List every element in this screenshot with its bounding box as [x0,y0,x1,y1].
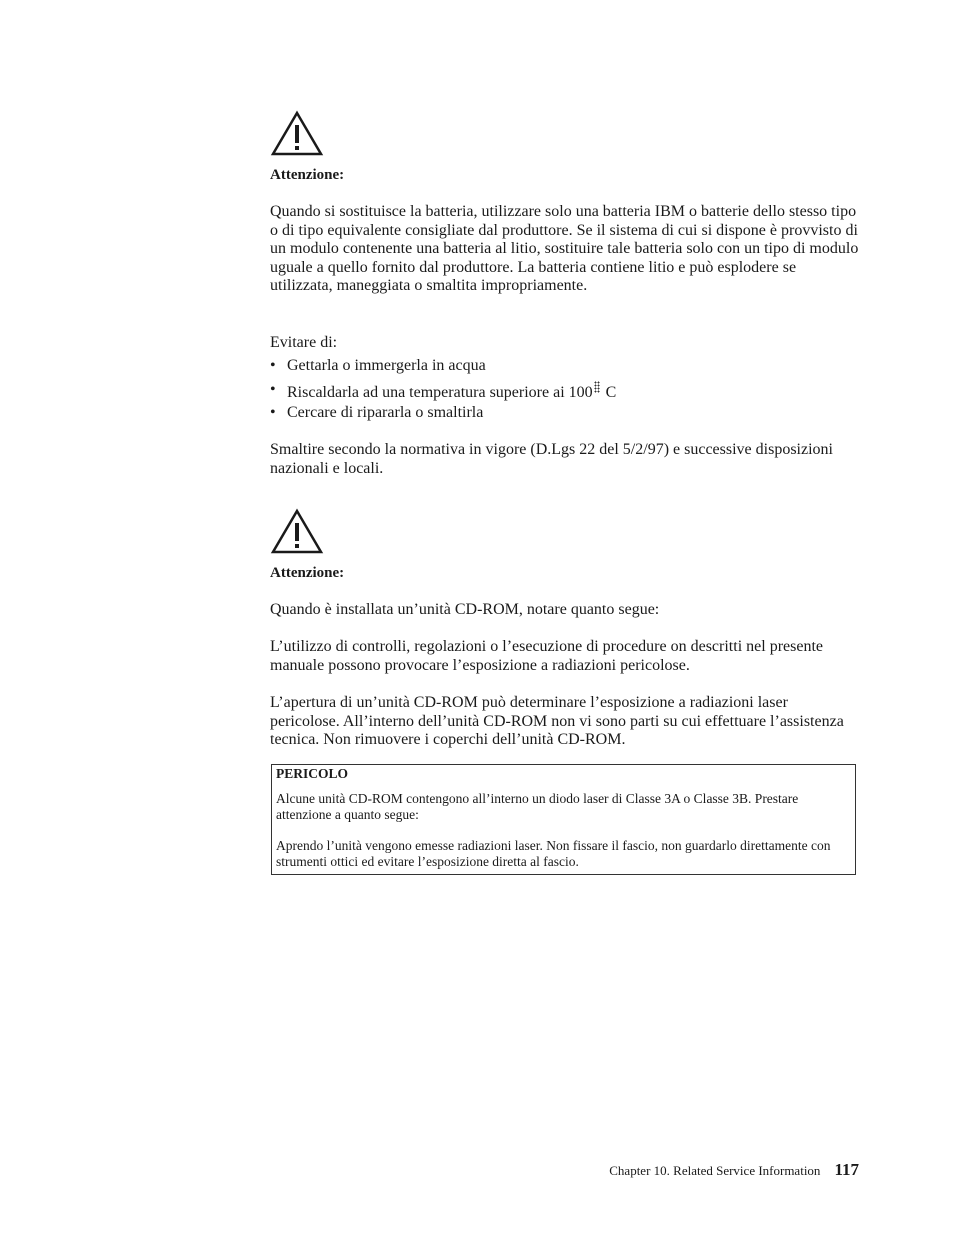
cdrom-opening-paragraph: L’apertura di un’unità CD-ROM può determinare l’esposizione a radiazioni laser pericolose. All’interno dell’unità CD-ROM non vi sono parti su cui effettuare l’assistenza tecnica. Non rimuovere i coperchi dell’unità CD-ROM. [270,694,844,749]
page-number: 117 [834,1160,859,1179]
list-item: • Riscaldarla ad una temperatura superiore ai 100 C [270,380,617,401]
disposal-paragraph: Smaltire secondo la normativa in vigore (D.Lgs 22 del 5/2/97) e successive disposizioni nazionali e locali. [270,441,833,477]
danger-title: PERICOLO [276,766,349,781]
caution-label: Attenzione: [270,565,345,581]
caution-label: Attenzione: [270,167,345,183]
page-footer [609,1160,859,1180]
cdrom-intro-paragraph: Quando è installata un’unità CD-ROM, notare quanto segue: [270,601,660,618]
chapter-title: Chapter 10. Related Service Information [609,1163,821,1178]
controls-warning-paragraph: L’utilizzo di controlli, regolazioni o l’esecuzione di procedure on descritti nel presente manuale possono provocare l’esposizione a radiazioni pericolose. [270,638,823,674]
warning-triangle-icon [270,508,324,554]
list-item: • Cercare di ripararla o smaltirla [270,404,484,421]
avoid-intro: Evitare di: [270,334,338,351]
danger-notice-box [271,764,856,875]
danger-paragraph: Aprendo l’unità vengono emesse radiazioni laser. Non fissare il fascio, non guardarlo direttamente con strumenti ottici ed evitare l’esposizione diretta al fascio. [276,837,831,869]
danger-paragraph: Alcune unità CD-ROM contengono all’interno un diodo laser di Classe 3A o Classe 3B. Prestare attenzione a quanto segue: [276,790,799,822]
avoid-list [270,357,860,428]
list-item: • Gettarla o immergerla in acqua [270,357,486,374]
battery-warning-paragraph: Quando si sostituisce la batteria, utilizzare solo una batteria IBM o batterie dello stesso tipo o di tipo equivalente consigliate dal produttore. Se il sistema di cui si dispone è provvisto di un modulo contenente una batteria al litio, sostituire tale batteria solo con un tipo di modulo uguale a quello fornito dal produttore. La batteria contiene litio e può esplodere se utilizzata, maneggiata o smaltita impropriamente. [270,203,859,295]
degree-symbol-icon [594,381,600,393]
warning-triangle-icon [270,110,324,156]
